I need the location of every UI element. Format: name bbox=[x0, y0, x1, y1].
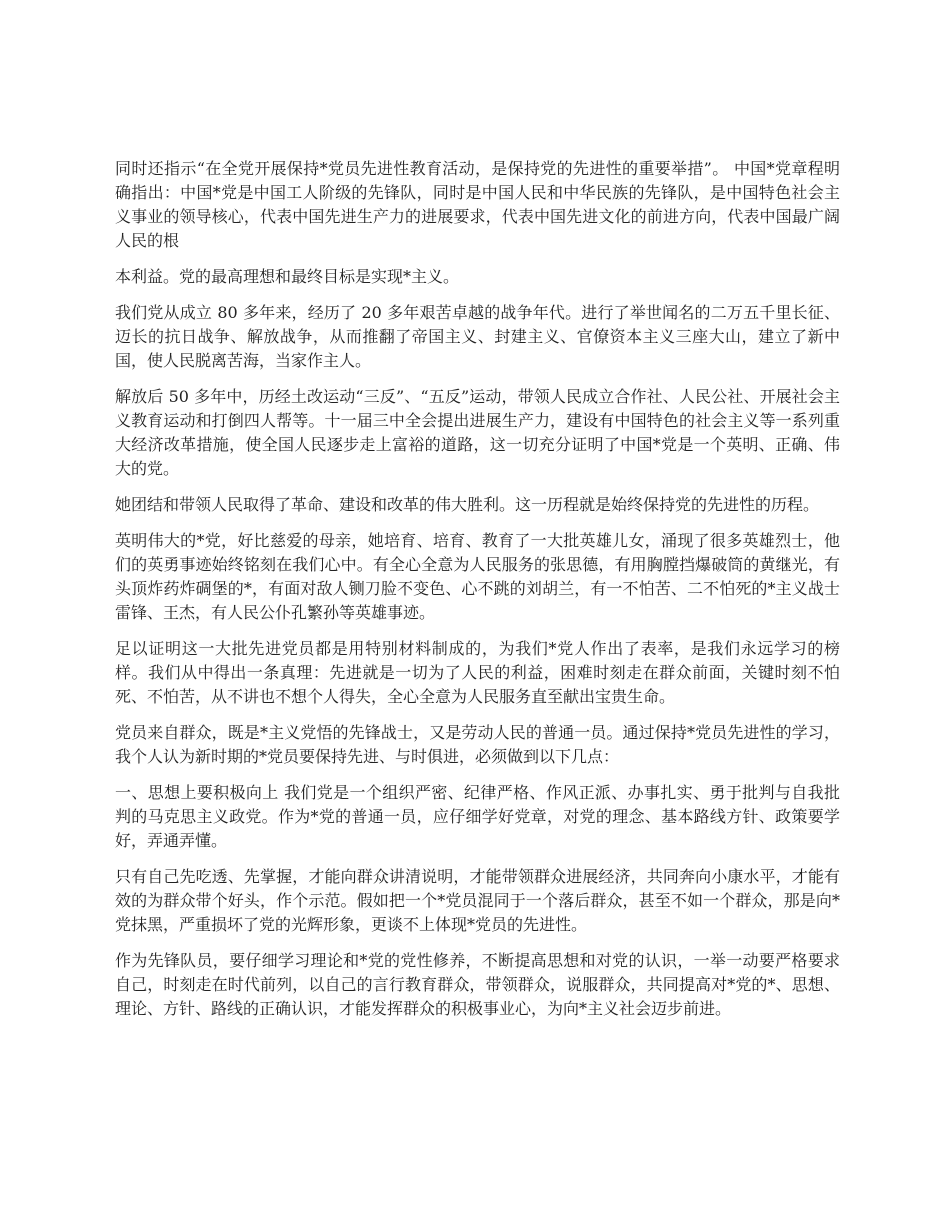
paragraph: 足以证明这一大批先进党员都是用特别材料制成的，为我们*党人作出了表率，是我们永远学习的榜样。我们从中得出一条真理：先进就是一切为了人民的利益，困难时刻走在群众前面，关键时刻不怕死、不怕苦，从不讲也不想个人得失，全心全意为人民服务直至献出宝贵生命。 bbox=[115, 639, 840, 706]
paragraph: 解放后 50 多年中，历经土改运动“三反”、“五反”运动，带领人民成立合作社、人民公社、开展社会主义教育运动和打倒四人帮等。十一届三中全会提出进展生产力，建设有中国特色的社会主义等一系列重大经济改革措施，使全国人民逐步走上富裕的道路，这一切充分证明了中国*党是一个英明、正确、伟大的党。 bbox=[115, 387, 840, 478]
paragraph: 同时还指示“在全党开展保持*党员先进性教育活动，是保持党的先进性的重要举措”。 中国*党章程明确指出：中国*党是中国工人阶级的先锋队，同时是中国人民和中华民族的先锋队，是中国特色社会主义事业的领导核心，代表中国先进生产力的进展要求，代表中国先进文化的前进方向，代表中国最广阔人民的根 bbox=[115, 159, 840, 250]
paragraph: 党员来自群众，既是*主义党悟的先锋战士，又是劳动人民的普通一员。通过保持*党员先进性的学习，我个人认为新时期的*党员要保持先进、与时俱进，必须做到以下几点： bbox=[115, 723, 840, 766]
document-body bbox=[115, 157, 840, 1033]
paragraph: 本利益。党的最高理想和最终目标是实现*主义。 bbox=[115, 267, 460, 286]
paragraph: 英明伟大的*党，好比慈爱的母亲，她培育、培育、教育了一大批英雄儿女，涌现了很多英雄烈士，他们的英勇事迹始终铭刻在我们心中。有全心全意为人民服务的张思德，有用胸膛挡爆破筒的黄继光，有头顶炸药炸碉堡的*，有面对敌人铡刀脸不变色、心不跳的刘胡兰，有一不怕苦、二不怕死的*主义战士雷锋、王杰，有人民公仆孔繁孙等英雄事迹。 bbox=[115, 531, 840, 622]
paragraph: 只有自己先吃透、先掌握，才能向群众讲清说明，才能带领群众进展经济，共同奔向小康水平，才能有效的为群众带个好头，作个示范。假如把一个*党员混同于一个落后群众，甚至不如一个群众，那是向*党抹黑，严重损坏了党的光辉形象，更谈不上体现*党员的先进性。 bbox=[115, 867, 840, 934]
paragraph: 我们党从成立 80 多年来，经历了 20 多年艰苦卓越的战争年代。进行了举世闻名的二万五千里长征、迈长的抗日战争、解放战争，从而推翻了帝国主义、封建主义、官僚资本主义三座大山，建立了新中国，使人民脱离苦海，当家作主人。 bbox=[115, 303, 840, 370]
paragraph: 一、思想上要积极向上 我们党是一个组织严密、纪律严格、作风正派、办事扎实、勇于批判与自我批判的马克思主义政党。作为*党的普通一员，应仔细学好党章，对党的理念、基本路线方针、政策要学好，弄通弄懂。 bbox=[115, 783, 840, 850]
paragraph: 作为先锋队员，要仔细学习理论和*党的党性修养，不断提高思想和对党的认识，一举一动要严格要求自己，时刻走在时代前列，以自己的言行教育群众，带领群众，说服群众，共同提高对*党的*、思想、理论、方针、路线的正确认识，才能发挥群众的积极事业心，为向*主义社会迈步前进。 bbox=[115, 951, 840, 1018]
paragraph: 她团结和带领人民取得了革命、建设和改革的伟大胜利。这一历程就是始终保持党的先进性的历程。 bbox=[115, 495, 820, 514]
